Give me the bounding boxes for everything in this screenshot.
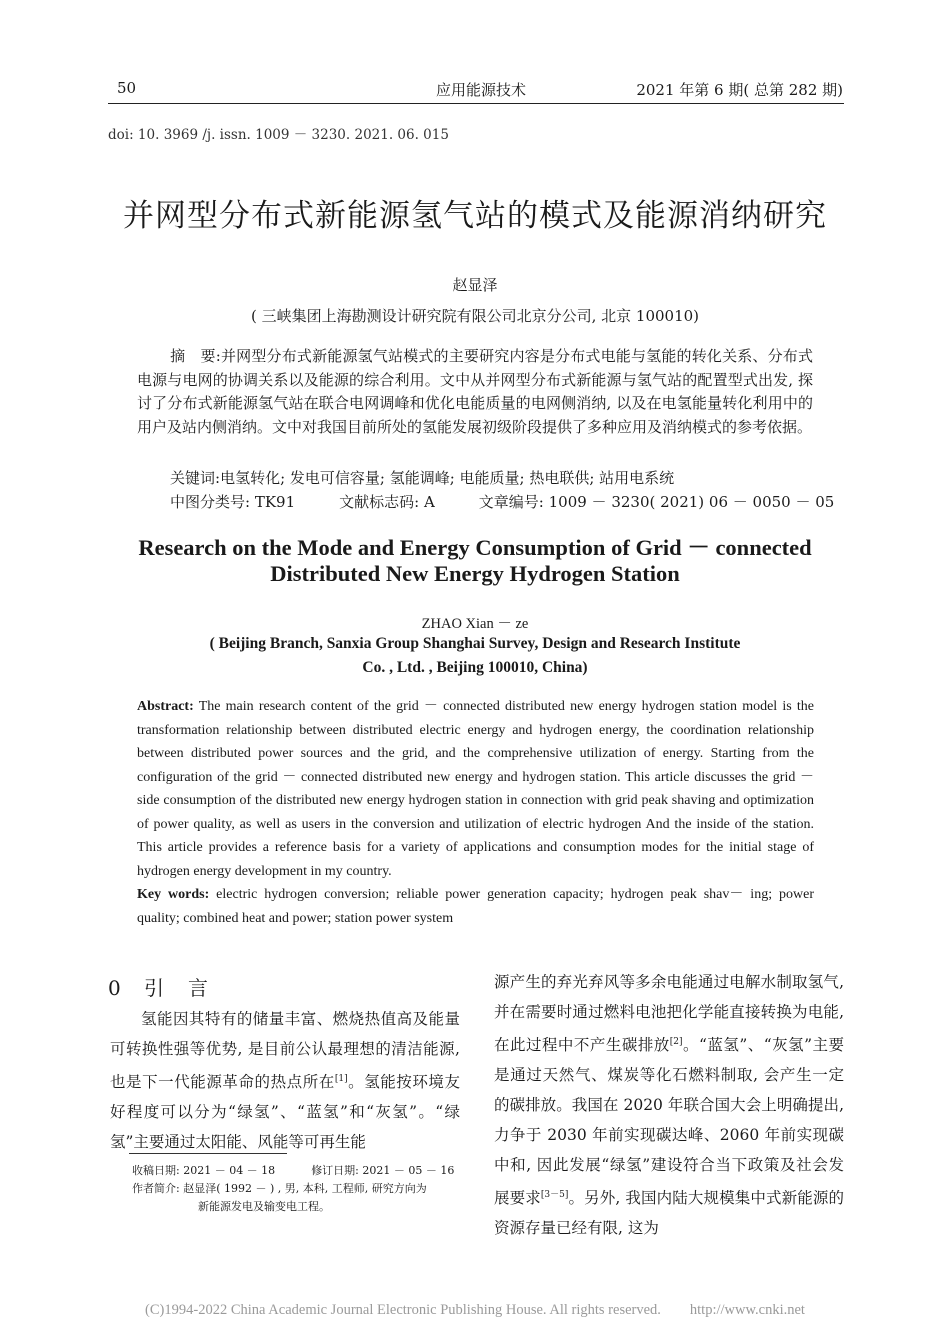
keywords-cn-text: 电氢转化; 发电可信容量; 氢能调峰; 电能质量; 热电联供; 站用电系统 <box>220 469 675 487</box>
doi: doi: 10. 3969 /j. issn. 1009 － 3230. 2021. 06. 015 <box>108 127 449 143</box>
abstract-en <box>137 695 814 930</box>
abstract-cn-text: 并网型分布式新能源氢气站模式的主要研究内容是分布式电能与氢能的转化关系、分布式电源与电网的协调关系以及能源的综合利用。文中从并网型分布式新能源与氢气站的配置型式出发, 探讨了分布式新能源氢气站在联合电网调峰和优化电能质量的电网侧消纳, 以及在电氢能量转化利用中的用户及站内侧消纳。文中对我国目前所处的氢能发展初级阶段提供了多种应用及消纳模式的参考依据。 <box>137 347 813 436</box>
body-right-text-1: 源产生的弃光弃风等多余电能通过电解水制取氢气, 并在需要时通过燃料电池把化学能直接转换为电能, 在此过程中不产生碳排放 <box>494 973 844 1055</box>
section-title: 引 言 <box>144 976 210 1000</box>
revised-date: 修订日期: 2021 － 05 － 16 <box>311 1164 455 1177</box>
keywords-cn <box>170 467 674 488</box>
abstract-en-label: Abstract: <box>137 699 194 714</box>
abstract-cn <box>137 345 813 439</box>
citation-2: [2] <box>669 1037 683 1047</box>
title-en-line2: Distributed New Energy Hydrogen Station <box>270 561 680 586</box>
affiliation-en-line1: ( Beijing Branch, Sanxia Group Shanghai Survey, Design and Research Institute <box>209 635 741 652</box>
journal-name: 应用能源技术 <box>436 81 527 99</box>
page-number: 50 <box>117 79 137 97</box>
article-number: 文章编号: 1009 － 3230( 2021) 06 － 0050 － 05 <box>478 493 835 511</box>
clc-number: 中图分类号: TK91 <box>170 493 296 511</box>
footnote-rule <box>129 1153 287 1154</box>
document-code: 文献标志码: A <box>339 493 435 511</box>
body-right-column <box>494 967 844 1243</box>
abstract-cn-label: 摘 要: <box>170 347 221 365</box>
body-left-text-2: 。氢能按环境友好程度可以分为“绿氢”、“蓝氢”和“灰氢”。“绿氢”主要通过太阳能、风能等可再生能 <box>110 1073 460 1152</box>
section-heading <box>108 972 210 1001</box>
body-left-text-1: 氢能因其特有的储量丰富、燃烧热值高及能量可转换性强等优势, 是目前公认最理想的清洁能源, 也是下一代能源革命的热点所在 <box>110 1010 460 1092</box>
author-bio-line2: 新能源发电及输变电工程。 <box>198 1200 330 1213</box>
author-en: ZHAO Xian － ze <box>421 616 529 632</box>
affiliation-en-line2: Co. , Ltd. , Beijing 100010, China) <box>362 659 588 676</box>
footnote-dates <box>132 1162 454 1178</box>
issue-info: 2021 年第 6 期( 总第 282 期) <box>636 81 843 99</box>
author-bio-line1: 作者简介: 赵显泽( 1992 － ) , 男, 本科, 工程师, 研究方向为 <box>132 1182 427 1195</box>
title-en-line1: Research on the Mode and Energy Consumption of Grid － connected <box>138 535 812 560</box>
abstract-en-text: The main research content of the grid － connected distributed new energy hydrogen station model is the transformation relationship between distributed electric energy and hydrogen energy, the coordination relationship between distributed power sources and the grid, and the comprehensive utilization of energy. Starting from the configuration of the grid － connected distributed new energy and hydrogen station. This article discusses the grid － side consumption of the distributed new energy hydrogen station in connection with grid peak shaving and optimization of power quality, as well as users in the conversion and utilization of electric hydrogen And the inside of the station. This article provides a reference basis for a variety of applications and consumption modes for the initial stage of hydrogen energy development in my country. <box>137 699 815 879</box>
title-cn: 并网型分布式新能源氢气站的模式及能源消纳研究 <box>123 198 827 234</box>
affiliation-cn: ( 三峡集团上海勘测设计研究院有限公司北京分公司, 北京 100010) <box>250 307 700 325</box>
section-number: 0 <box>108 976 123 1000</box>
body-left-column <box>110 1004 460 1157</box>
keywords-en-text: electric hydrogen conversion; reliable power generation capacity; hydrogen peak shav－ ing; power quality; combined heat and power; station power system <box>137 887 814 926</box>
copyright-footer: (C)1994-2022 China Academic Journal Electronic Publishing House. All rights reserved. http://www.cnki.net <box>145 1302 805 1318</box>
body-right-text-2: 。“蓝氢”、“灰氢”主要是通过天然气、煤炭等化石燃料制取, 会产生一定的碳排放。我国在 2020 年联合国大会上明确提出, 力争于 2030 年前实现碳达峰、2060 年前实现碳中和, 因此发展“绿氢”建设符合当下政策及社会发展要求 <box>494 1036 844 1208</box>
classification-line <box>170 491 834 512</box>
received-date: 收稿日期: 2021 － 04 － 18 <box>132 1164 276 1177</box>
header-rule <box>108 103 844 104</box>
keywords-cn-label: 关键词: <box>170 469 221 487</box>
citation-1: [1] <box>334 1074 348 1084</box>
citation-3-5: [3－5] <box>540 1190 569 1201</box>
author-cn: 赵显泽 <box>452 276 498 294</box>
body-right-text-3: 。另外, 我国内陆大规模集中式新能源的资源存量已经有限, 这为 <box>494 1189 844 1238</box>
keywords-en-label: Key words: <box>137 887 210 902</box>
